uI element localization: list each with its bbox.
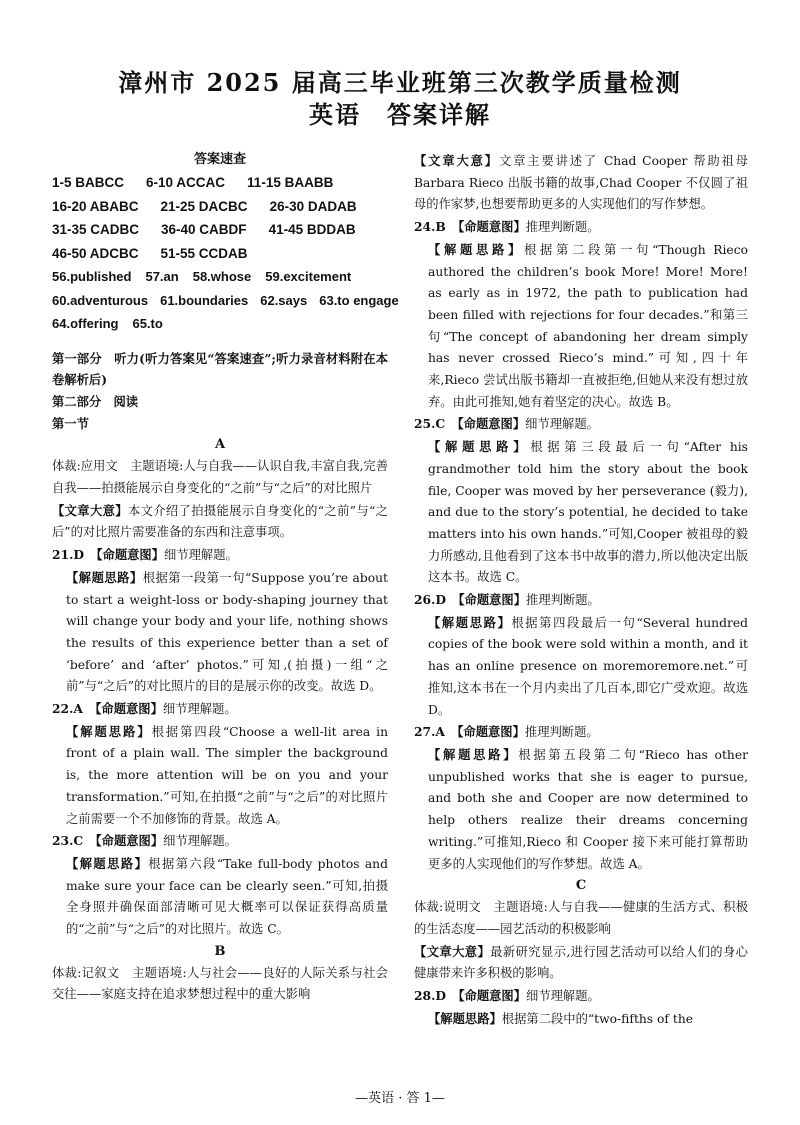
intent-text: 推理判断题。 [525, 220, 600, 235]
answer-row [52, 312, 388, 336]
summary-tag: 【文章大意】 [52, 502, 128, 518]
intent-text: 推理判断题。 [524, 725, 599, 740]
passage-a-label: A [214, 437, 226, 453]
analysis-text: 根据第六段“Take full-body photos and make sure your face can be clearly seen.”可知,拍摄全身照并确保面部清晰可见大概率可以保证获得高质量的“之前”与“之后”的对比照片。故选 C。 [66, 856, 388, 937]
answer-item: 6-10 ACCAC [146, 175, 226, 190]
answer-item: 1-5 BABCC [52, 175, 125, 190]
passage-b-genre: 体裁:记叙文 主题语境:人与社会——良好的人际关系与社会交往——家庭支持在追求梦想过程中的重大影响 [52, 965, 388, 1002]
question-number: 21.D [52, 547, 85, 563]
answer-item: 59.excitement [265, 269, 352, 284]
analysis-tag: 【解题思路】 [66, 723, 152, 739]
part2-heading: 第二部分 阅读 [52, 393, 139, 409]
intent-tag: 【命题意图】 [95, 833, 164, 849]
answer-row [52, 195, 388, 219]
question-number: 26.D [414, 592, 447, 608]
analysis-text: 根据第四段最后一句“Several hundred copies of the book were sold within a month, and it has an online presence on moremoremore.net.”可推知,这本书在一个月内卖出了几百本,即它广受欢迎。故选 D。 [428, 615, 748, 717]
passage-c-genre: 体裁:说明文 主题语境:人与自我——健康的生活方式、积极的生活态度——园艺活动的积极影响 [414, 900, 748, 936]
summary-text: 文章主要讲述了 Chad Cooper 帮助祖母 Barbara Rieco 出版书籍的故事,Chad Cooper 不仅圆了祖母的作家梦,也想要帮助更多的人实现他们的写作梦想。 [414, 154, 748, 212]
answer-key [52, 171, 399, 336]
answer-item: 51-55 CCDAB [160, 245, 248, 261]
passage-c-summary [414, 941, 748, 985]
answer-row [52, 289, 399, 313]
intent-text: 细节理解题。 [162, 702, 237, 717]
analysis-text: 根据第二段中的“two-fifths of the [501, 1011, 694, 1026]
question-number: 23.C [52, 833, 84, 849]
question-number: 27.A [414, 724, 445, 740]
answer-row [52, 171, 388, 195]
answer-item: 58.whose [192, 269, 252, 284]
analysis-text: 根据第四段“Choose a well-lit area in front of a plain wall. The simpler the background is, the more attention will be on you and your transformation.”可知,在拍摄“之前”与“之后”的对比照片之前需要一个不加修饰的背景。故选 A。 [66, 724, 388, 826]
analysis-tag: 【解题思路】 [428, 241, 525, 257]
question-number: 22.A [52, 701, 83, 717]
page-footer: —英语 · 答 1— [355, 1091, 445, 1106]
answer-item: 60.adventurous [52, 292, 149, 308]
intent-tag: 【命题意图】 [458, 988, 527, 1004]
right-column [414, 150, 748, 1030]
spacer [52, 336, 388, 348]
intent-text: 细节理解题。 [164, 548, 238, 563]
answer-item: 63.to engage [319, 292, 399, 308]
page-title: 漳州市 2025 届高三毕业班第三次教学质量检测 [118, 68, 682, 97]
answer-row [52, 242, 388, 266]
answer-item: 61.boundaries [160, 292, 249, 308]
answer-item: 11-15 BAABB [247, 175, 334, 190]
question-number: 25.C [414, 416, 446, 432]
question-23 [52, 830, 388, 941]
analysis-text: 根据第三段最后一句“After his grandmother told him the story about the book file, Cooper was moved by her perseverance (毅力), and due to the story’s potential, he decided to take matters into his own hands.”可知,Cooper 被祖母的毅力所感动,且他看到了这本书中故事的潜力,所以他决定出版这本书。故选 C。 [428, 440, 748, 585]
passage-b-label: B [214, 943, 226, 959]
page-subtitle: 英语 答案详解 [309, 100, 491, 129]
intent-text: 细节理解题。 [525, 417, 599, 432]
section1-heading: 第一节 [52, 415, 89, 431]
analysis-tag: 【解题思路】 [66, 855, 149, 871]
answer-item: 36-40 CABDF [161, 222, 247, 237]
summary-text: 本文介绍了拍摄能展示自身变化的“之前”与“之后”的对比照片需要准备的东西和注意事项。 [52, 503, 388, 540]
question-24 [414, 216, 748, 413]
summary-tag: 【文章大意】 [414, 153, 499, 168]
question-27 [414, 721, 748, 875]
analysis-text: 根据第二段第一句“Though Rieco authored the children’s book More! More! More! as early as in 1972, the path to publication had been filled with rejections for four decades.”和第三句“The concept of abandoning her dream simply has never crossed Rieco’s mind.”可知,四十年来,Rieco 尝试出版书籍却一直被拒绝,但她从来没有想过放弃。由此可推知,她有着坚定的决心。故选 B。 [428, 242, 748, 409]
answer-item: 65.to [132, 316, 163, 331]
intent-tag: 【命题意图】 [458, 219, 526, 235]
intent-tag: 【命题意图】 [457, 724, 525, 740]
intent-tag: 【命题意图】 [96, 547, 165, 563]
question-21 [52, 544, 388, 698]
analysis-text: 根据第五段第二句“Rieco has other unpublished works that she is eager to pursue, and both she and Cooper are now determined to help others realize their dreams concerning writing.”可推知,Rieco 和 Cooper 接下来可能打算帮助更多的人实现他们的写作梦想。故选 A。 [428, 747, 748, 871]
intent-tag: 【命题意图】 [457, 416, 526, 432]
answer-item: 41-45 BDDAB [268, 222, 356, 237]
answer-row [52, 265, 388, 289]
answer-item: 16-20 ABABC [52, 198, 139, 214]
intent-text: 细节理解题。 [526, 989, 600, 1004]
answer-item: 46-50 ADCBC [52, 245, 139, 261]
summary-text: 最新研究显示,进行园艺活动可以给人们的身心健康带来许多积极的影响。 [414, 944, 748, 981]
answer-row [52, 218, 388, 242]
intent-text: 细节理解题。 [163, 834, 237, 849]
analysis-text: 根据第一段第一句“Suppose you’re about to start a weight-loss or body-shaping journey that will change your body and your life, nothing shows the results of this experience better than a set of ‘before’ and ‘after’ photos.”可知,(拍摄)一组“之前”与“之后”的对比照片的目的是展示你的改变。故选 D。 [66, 570, 388, 694]
question-28 [414, 985, 748, 1030]
question-25 [414, 413, 748, 589]
answer-item: 56.published [52, 269, 132, 284]
intent-tag: 【命题意图】 [458, 592, 527, 608]
passage-a-genre: 体裁:应用文 主题语境:人与自我——认识自我,丰富自我,完善自我——拍摄能展示自身变化的“之前”与“之后”的对比照片 [52, 459, 388, 496]
question-number: 24.B [414, 219, 446, 235]
question-22 [52, 698, 388, 830]
analysis-tag: 【解题思路】 [428, 439, 531, 455]
left-column [52, 150, 399, 1006]
analysis-tag: 【解题思路】 [428, 614, 512, 630]
answer-item: 26-30 DADAB [269, 198, 357, 214]
intent-text: 推理判断题。 [526, 593, 600, 608]
answer-item: 31-35 CADBC [52, 222, 140, 237]
passage-a-summary [52, 500, 388, 544]
part1-heading: 第一部分 听力(听力答案见“答案速查”;听力录音材料附在本卷解析后) [52, 350, 388, 388]
analysis-tag: 【解题思路】 [66, 569, 143, 585]
analysis-tag: 【解题思路】 [428, 746, 519, 762]
answer-item: 62.says [260, 292, 308, 308]
question-number: 28.D [414, 988, 447, 1004]
summary-tag: 【文章大意】 [414, 943, 491, 959]
answer-key-title: 答案速查 [193, 152, 246, 167]
answer-item: 64.offering [52, 316, 119, 331]
answer-item: 57.an [145, 269, 179, 284]
analysis-tag: 【解题思路】 [428, 1010, 502, 1026]
passage-b-summary [414, 150, 748, 216]
passage-c-label: C [575, 878, 587, 894]
answer-item: 21-25 DACBC [160, 198, 248, 214]
intent-tag: 【命题意图】 [95, 701, 163, 717]
question-26 [414, 589, 748, 721]
